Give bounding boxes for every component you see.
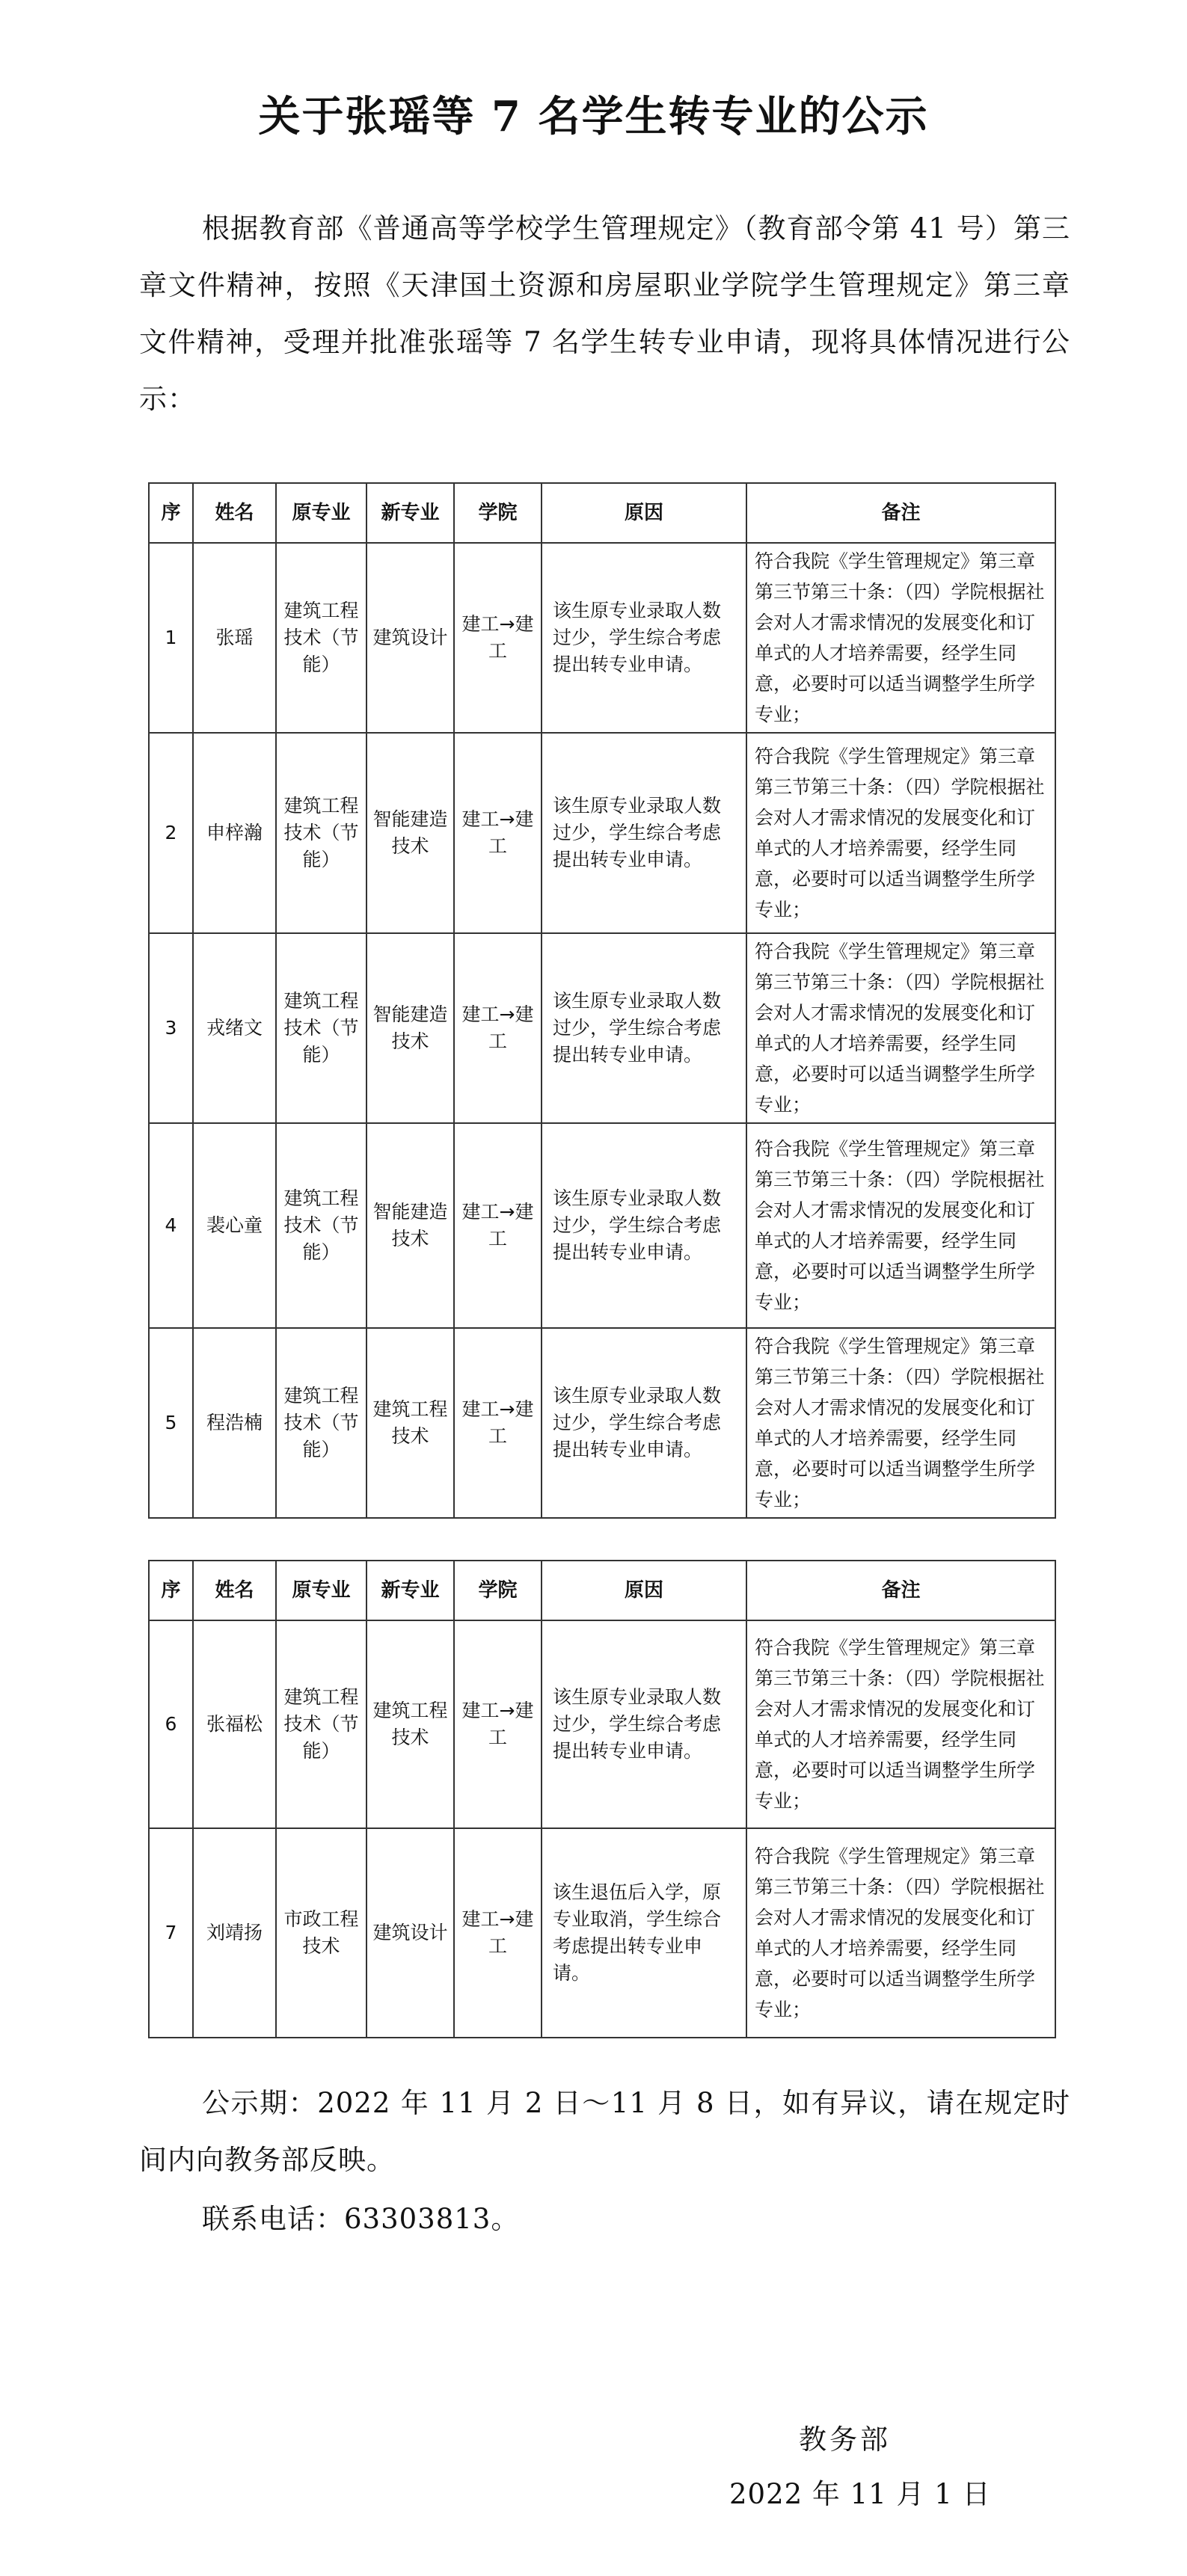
table-row	[149, 543, 1055, 733]
table-row	[149, 1620, 1055, 1828]
cell-remark: 符合我院《学生管理规定》第三章第三节第三十条：（四）学院根据社会对人才需求情况的发展变化和订单式的人才培养需要，经学生同意，必要时可以适当调整学生所学专业；	[746, 933, 1055, 1123]
header-remark: 备注	[746, 483, 1055, 543]
cell-reason: 该生原专业录取人数过少，学生综合考虑提出转专业申请。	[542, 1328, 746, 1518]
table-header-row	[149, 1561, 1055, 1620]
cell-no: 1	[149, 543, 193, 733]
table-row	[149, 1328, 1055, 1518]
header-name: 姓名	[193, 1561, 276, 1620]
cell-reason: 该生原专业录取人数过少，学生综合考虑提出转专业申请。	[542, 933, 746, 1123]
cell-remark: 符合我院《学生管理规定》第三章第三节第三十条：（四）学院根据社会对人才需求情况的发展变化和订单式的人才培养需要，经学生同意，必要时可以适当调整学生所学专业；	[746, 1123, 1055, 1328]
transfer-table-part-1	[148, 482, 1056, 1519]
cell-college: 建工→建工	[454, 1620, 542, 1828]
cell-original-major: 建筑工程技术（节能）	[276, 733, 366, 933]
cell-college: 建工→建工	[454, 733, 542, 933]
cell-remark: 符合我院《学生管理规定》第三章第三节第三十条：（四）学院根据社会对人才需求情况的发展变化和订单式的人才培养需要，经学生同意，必要时可以适当调整学生所学专业；	[746, 543, 1055, 733]
cell-new-major: 建筑设计	[366, 1828, 454, 2038]
cell-college: 建工→建工	[454, 1828, 542, 2038]
cell-original-major: 建筑工程技术（节能）	[276, 1123, 366, 1328]
page-title: 关于张瑶等 7 名学生转专业的公示	[258, 92, 929, 141]
cell-name: 戎绪文	[193, 933, 276, 1123]
cell-name: 刘靖扬	[193, 1828, 276, 2038]
contact-phone: 联系电话：63303813。	[202, 2203, 520, 2235]
cell-new-major: 智能建造技术	[366, 1123, 454, 1328]
cell-new-major: 智能建造技术	[366, 933, 454, 1123]
cell-reason: 该生退伍后入学，原专业取消，学生综合考虑提出转专业申请。	[542, 1828, 746, 2038]
header-new-major: 新专业	[366, 1561, 454, 1620]
transfer-table-part-2	[148, 1560, 1056, 2038]
cell-remark: 符合我院《学生管理规定》第三章第三节第三十条：（四）学院根据社会对人才需求情况的发展变化和订单式的人才培养需要，经学生同意，必要时可以适当调整学生所学专业；	[746, 1620, 1055, 1828]
header-no: 序	[149, 1561, 193, 1620]
cell-remark: 符合我院《学生管理规定》第三章第三节第三十条：（四）学院根据社会对人才需求情况的发展变化和订单式的人才培养需要，经学生同意，必要时可以适当调整学生所学专业；	[746, 1828, 1055, 2038]
header-remark: 备注	[746, 1561, 1055, 1620]
cell-name: 张福松	[193, 1620, 276, 1828]
cell-new-major: 建筑设计	[366, 543, 454, 733]
cell-college: 建工→建工	[454, 1328, 542, 1518]
cell-reason: 该生原专业录取人数过少，学生综合考虑提出转专业申请。	[542, 1123, 746, 1328]
cell-new-major: 智能建造技术	[366, 733, 454, 933]
cell-no: 4	[149, 1123, 193, 1328]
cell-no: 5	[149, 1328, 193, 1518]
header-original-major: 原专业	[276, 483, 366, 543]
signature-department: 教务部	[799, 2423, 891, 2456]
cell-name: 张瑶	[193, 543, 276, 733]
cell-name: 裴心童	[193, 1123, 276, 1328]
cell-original-major: 建筑工程技术（节能）	[276, 1620, 366, 1828]
cell-new-major: 建筑工程技术	[366, 1620, 454, 1828]
header-college: 学院	[454, 1561, 542, 1620]
table-row	[149, 1123, 1055, 1328]
cell-new-major: 建筑工程技术	[366, 1328, 454, 1518]
cell-reason: 该生原专业录取人数过少，学生综合考虑提出转专业申请。	[542, 1620, 746, 1828]
cell-reason: 该生原专业录取人数过少，学生综合考虑提出转专业申请。	[542, 543, 746, 733]
cell-college: 建工→建工	[454, 933, 542, 1123]
header-reason: 原因	[542, 483, 746, 543]
cell-college: 建工→建工	[454, 1123, 542, 1328]
cell-no: 3	[149, 933, 193, 1123]
announcement-period: 公示期：2022 年 11 月 2 日～11 月 8 日，如有异议，请在规定时间内向教务部反映。	[139, 2087, 1070, 2176]
header-name: 姓名	[193, 483, 276, 543]
signature-date: 2022 年 11 月 1 日	[729, 2478, 991, 2510]
header-college: 学院	[454, 483, 542, 543]
cell-remark: 符合我院《学生管理规定》第三章第三节第三十条：（四）学院根据社会对人才需求情况的发展变化和订单式的人才培养需要，经学生同意，必要时可以适当调整学生所学专业；	[746, 1328, 1055, 1518]
table-header-row	[149, 483, 1055, 543]
cell-original-major: 建筑工程技术（节能）	[276, 1328, 366, 1518]
cell-original-major: 市政工程技术	[276, 1828, 366, 2038]
header-reason: 原因	[542, 1561, 746, 1620]
cell-reason: 该生原专业录取人数过少，学生综合考虑提出转专业申请。	[542, 733, 746, 933]
table-row	[149, 733, 1055, 933]
header-new-major: 新专业	[366, 483, 454, 543]
cell-original-major: 建筑工程技术（节能）	[276, 543, 366, 733]
header-no: 序	[149, 483, 193, 543]
cell-no: 6	[149, 1620, 193, 1828]
cell-no: 7	[149, 1828, 193, 2038]
cell-college: 建工→建工	[454, 543, 542, 733]
table-row	[149, 1828, 1055, 2038]
cell-remark: 符合我院《学生管理规定》第三章第三节第三十条：（四）学院根据社会对人才需求情况的发展变化和订单式的人才培养需要，经学生同意，必要时可以适当调整学生所学专业；	[746, 733, 1055, 933]
table-row	[149, 933, 1055, 1123]
cell-no: 2	[149, 733, 193, 933]
cell-original-major: 建筑工程技术（节能）	[276, 933, 366, 1123]
cell-name: 程浩楠	[193, 1328, 276, 1518]
header-original-major: 原专业	[276, 1561, 366, 1620]
intro-paragraph: 根据教育部《普通高等学校学生管理规定》（教育部令第 41 号）第三章文件精神，按照《天津国土资源和房屋职业学院学生管理规定》第三章文件精神，受理并批准张瑶等 7 名学生转专业申请，现将具体情况进行公示：	[139, 212, 1070, 415]
cell-name: 申梓瀚	[193, 733, 276, 933]
